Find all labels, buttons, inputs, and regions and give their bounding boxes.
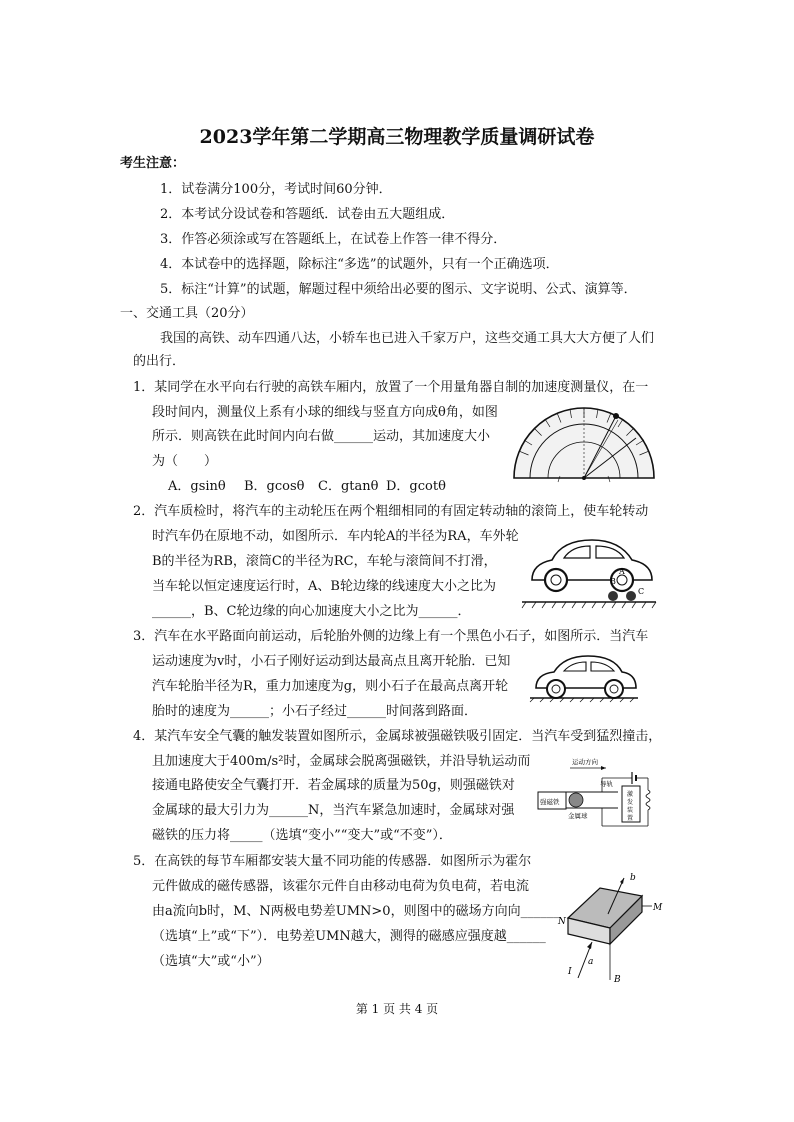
q4-line: 金属球的最大引力为______N，当汽车紧急加速时，金属球对强: [152, 803, 515, 818]
q3-line: 胎时的速度为______；小石子经过______时间落到路面．: [152, 704, 478, 719]
q5-line: （选填“大”或“小”）: [152, 954, 270, 969]
q5-line: 元件做成的磁传感器，该霍尔元件自由移动电荷为负电荷，若电流: [152, 879, 530, 894]
section-intro: 的出行．: [133, 354, 186, 369]
notice-heading: 考生注意：: [120, 156, 186, 171]
q1-line: 为（ ）: [152, 454, 218, 469]
notice-item: 4．本试卷中的选择题，除标注“多选”的试题外，只有一个正确选项．: [160, 257, 559, 272]
notice-item: 1．试卷满分100分，考试时间60分钟．: [160, 182, 392, 197]
car-figure: [528, 654, 640, 702]
label-n: N: [558, 917, 566, 927]
q4-line: 磁铁的压力将_____（选填“变小”“变大”或“不变”）．: [152, 828, 452, 843]
q2-line: ______，B、C轮边缘的向心加速度大小之比为______．: [152, 604, 471, 619]
q1-option-b: B．gcosθ: [244, 479, 305, 494]
notice-item: 5．标注“计算”的试题，解题过程中须给出必要的图示、文字说明、公式、演算等．: [160, 282, 637, 297]
label-field: B: [614, 975, 621, 985]
label-trigger-2: 发: [627, 799, 634, 806]
label-direction: 运动方向: [572, 758, 598, 766]
car-rollers-figure: [518, 534, 660, 612]
label-magnet: 强磁铁: [540, 798, 560, 806]
label-b-terminal: b: [630, 873, 636, 883]
q3-line: 汽车轮胎半径为R，重力加速度为g，则小石子在最高点离开轮: [152, 679, 509, 694]
notice-item: 3．作答必须涂或写在答题纸上，在试卷上作答一律不得分．: [160, 232, 507, 247]
hall-element-figure: [556, 870, 668, 984]
q1-option-c: C．gtanθ: [318, 479, 379, 494]
q4-line: 4．某汽车安全气囊的触发装置如图所示，金属球被强磁铁吸引固定．当汽车受到猛烈撞击，: [133, 729, 662, 744]
q2-line: 时汽车仍在原地不动，如图所示．车内轮A的半径为RA，车外轮: [152, 529, 519, 544]
q2-line: 当车轮以恒定速度运行时，A、B轮边缘的线速度大小之比为: [152, 579, 496, 594]
q1-option-a: A．gsinθ: [168, 479, 226, 494]
q1-line: 所示．则高铁在此时间内向右做______运动，其加速度大小: [152, 429, 491, 444]
q4-line: 接通电路使安全气囊打开．若金属球的质量为50g，则强磁铁对: [152, 778, 515, 793]
label-ball: 金属球: [568, 812, 588, 820]
label-a: A: [619, 567, 625, 576]
q4-line: 且加速度大于400m/s²时，金属球会脱离强磁铁，并沿导轨运动而: [152, 754, 531, 769]
label-c: C: [638, 587, 645, 596]
label-m: M: [653, 903, 663, 913]
section-heading: 一、交通工具（20分）: [120, 306, 254, 321]
q3-line: 运动速度为v时，小石子刚好运动到达最高点且离开轮胎．已知: [152, 654, 511, 669]
q5-line: 5．在高铁的每节车厢都安装大量不同功能的传感器．如图所示为霍尔: [133, 854, 532, 869]
q1-option-d: D．gcotθ: [386, 479, 446, 494]
page-footer: 第 1 页 共 4 页: [355, 1002, 439, 1016]
label-trigger-4: 置: [627, 815, 634, 822]
q5-line: （选填“上”或“下”）．电势差UMN越大，测得的磁感应强度越______: [152, 929, 546, 944]
notice-item: 2．本考试分设试卷和答题纸．试卷由五大题组成．: [160, 207, 455, 222]
q5-line: 由a流向b时，M、N两极电势差UMN>0，则图中的磁场方向向______: [152, 904, 560, 919]
page-title: 2023学年第二学期高三物理教学质量调研试卷: [199, 126, 595, 148]
q1-line: 段时间内，测量仪上系有小球的细线与竖直方向成θ角，如图: [152, 405, 498, 420]
airbag-trigger-figure: [536, 756, 664, 832]
label-rail: 导轨: [600, 780, 613, 788]
q2-line: 2．汽车质检时，将汽车的主动轮压在两个粗细相同的有固定转动轴的滚筒上，使车轮转动: [133, 504, 649, 519]
label-b: B: [610, 577, 616, 586]
q2-line: B的半径为RB，滚筒C的半径为RC，车轮与滚筒间不打滑，: [152, 554, 497, 569]
label-trigger-1: 激: [627, 791, 634, 798]
label-trigger-3: 装: [627, 807, 634, 814]
label-a-terminal: a: [588, 957, 594, 967]
protractor-figure: [508, 398, 660, 482]
q1-line: 1．某同学在水平向右行驶的高铁车厢内，放置了一个用量角器自制的加速度测量仪，在一: [133, 380, 649, 395]
q3-line: 3．汽车在水平路面向前运动，后轮胎外侧的边缘上有一个黑色小石子，如图所示．当汽车: [133, 629, 649, 644]
section-intro: 我国的高铁、动车四通八达，小轿车也已进入千家万户，这些交通工具大大方便了人们: [160, 331, 655, 346]
label-current: I: [568, 967, 572, 977]
